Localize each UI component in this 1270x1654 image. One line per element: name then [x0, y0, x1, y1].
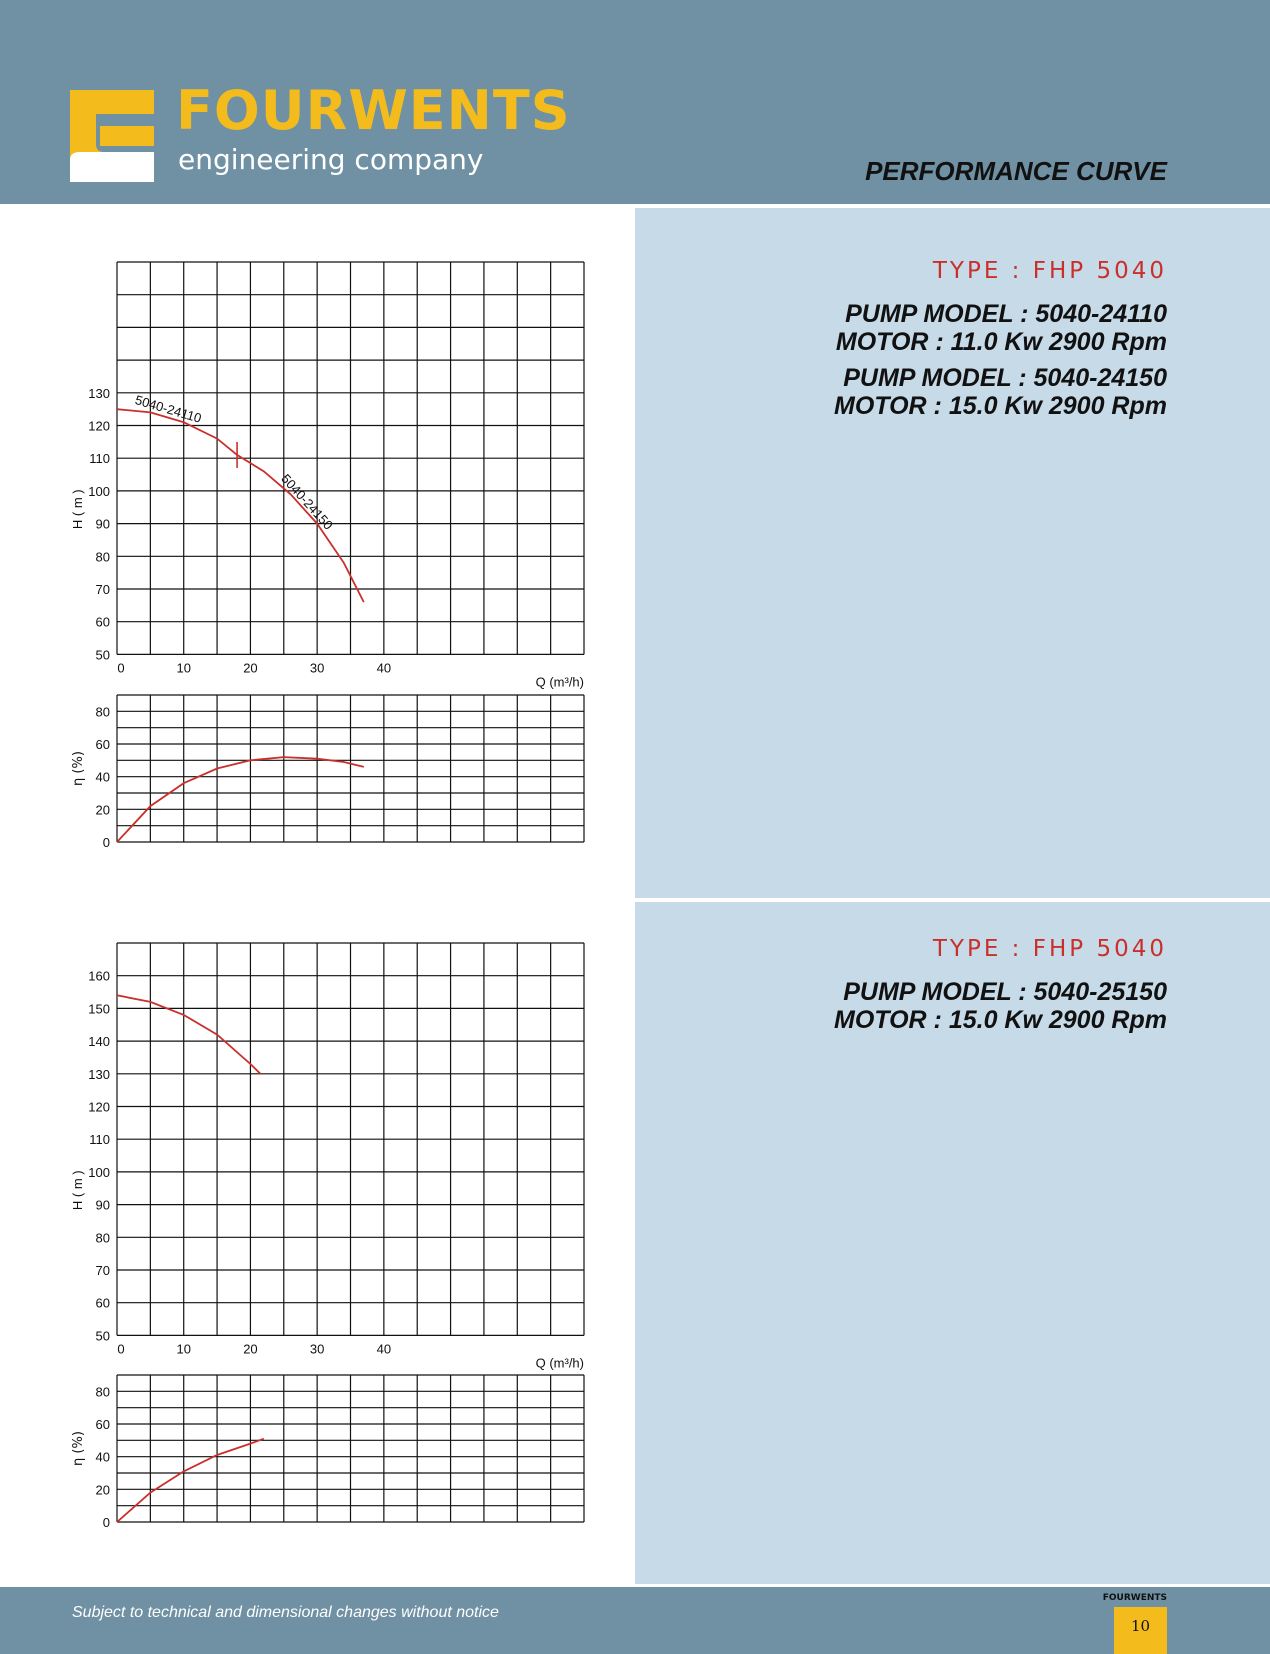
y-tick-label: 20 — [95, 1482, 110, 1498]
y-tick-label: 80 — [95, 704, 110, 720]
model-block-1 — [834, 978, 1167, 1034]
y-tick-label: 130 — [88, 385, 110, 401]
y-tick-label: 70 — [95, 582, 110, 597]
pump-model: PUMP MODEL : 5040-25150 — [843, 978, 1167, 1006]
x-tick-label: 30 — [309, 1341, 325, 1357]
brand-subtitle: engineering company — [178, 143, 484, 176]
y-tick-label: 160 — [88, 968, 110, 984]
y-tick-label: 110 — [89, 1132, 110, 1148]
info-panel-1 — [635, 208, 1270, 898]
x-tick-label: 20 — [243, 660, 258, 676]
y-tick-label: 40 — [95, 1449, 110, 1465]
y-tick-label: 80 — [95, 549, 110, 565]
y-tick-label: 100 — [88, 483, 110, 499]
head-curve — [237, 455, 364, 602]
performance-chart-1 — [0, 240, 620, 880]
y-tick-label: 60 — [95, 1295, 110, 1311]
footer-brand: FOURWENTS — [1102, 1593, 1167, 1603]
y-axis-label: η (%) — [71, 1431, 86, 1466]
head-curve — [117, 995, 260, 1074]
y-tick-label: 130 — [88, 1066, 110, 1082]
y-tick-label: 80 — [95, 1384, 110, 1400]
series-label: 5040-24150 — [278, 471, 337, 533]
x-tick-label: 10 — [176, 1341, 191, 1357]
header-banner — [0, 0, 1270, 204]
info-panel-2 — [635, 902, 1270, 1584]
y-tick-label: 60 — [95, 737, 110, 752]
y-tick-label: 20 — [95, 802, 110, 818]
series-label: 5040-24110 — [133, 392, 204, 426]
page-title: PERFORMANCE CURVE — [865, 156, 1167, 186]
y-tick-label: 60 — [95, 1417, 110, 1432]
y-tick-label: 90 — [95, 516, 110, 532]
pump-model: PUMP MODEL : 5040-24150 — [843, 364, 1167, 392]
x-axis-label: Q (m³/h) — [535, 1355, 584, 1371]
pump-model: PUMP MODEL : 5040-24110 — [845, 300, 1167, 328]
y-tick-label: 150 — [88, 1001, 110, 1017]
efficiency-curve — [117, 1439, 264, 1522]
model-block-1 — [836, 300, 1167, 356]
x-tick-label: 30 — [309, 660, 325, 676]
y-axis-label: H ( m ) — [70, 1170, 85, 1211]
x-tick-label: 0 — [117, 1341, 125, 1357]
y-tick-label: 50 — [95, 1328, 110, 1344]
y-tick-label: 120 — [88, 418, 110, 434]
y-tick-label: 60 — [95, 614, 110, 630]
y-tick-label: 80 — [95, 1230, 110, 1246]
x-tick-label: 10 — [176, 660, 191, 676]
x-tick-label: 20 — [243, 1341, 258, 1357]
y-tick-label: 50 — [95, 647, 110, 663]
type-label: TYPE : FHP 5040 — [932, 258, 1167, 284]
type-label: TYPE : FHP 5040 — [932, 936, 1167, 962]
efficiency-curve — [117, 757, 364, 842]
x-tick-label: 0 — [117, 660, 125, 676]
x-tick-label: 40 — [376, 1341, 392, 1357]
y-tick-label: 110 — [89, 451, 110, 467]
motor-spec: MOTOR : 15.0 Kw 2900 Rpm — [834, 1006, 1167, 1034]
x-axis-label: Q (m³/h) — [535, 674, 584, 690]
y-tick-label: 0 — [102, 1515, 110, 1530]
motor-spec: MOTOR : 15.0 Kw 2900 Rpm — [834, 392, 1167, 420]
model-block-2 — [834, 364, 1167, 420]
y-axis-label: η (%) — [71, 751, 86, 786]
y-tick-label: 90 — [95, 1197, 110, 1213]
y-tick-label: 70 — [95, 1263, 110, 1278]
y-tick-label: 0 — [102, 835, 110, 850]
x-tick-label: 40 — [376, 660, 392, 676]
y-tick-label: 120 — [88, 1099, 110, 1115]
footer-note: Subject to technical and dimensional changes without notice — [72, 1604, 499, 1621]
page-number: 10 — [1130, 1617, 1151, 1635]
y-tick-label: 40 — [95, 769, 110, 785]
page-number-badge — [1114, 1607, 1167, 1654]
motor-spec: MOTOR : 11.0 Kw 2900 Rpm — [835, 328, 1167, 356]
y-axis-label: H ( m ) — [70, 489, 85, 530]
company-logo-icon — [70, 90, 160, 182]
y-tick-label: 100 — [88, 1164, 110, 1180]
performance-chart-2 — [0, 921, 620, 1531]
y-tick-label: 140 — [88, 1034, 110, 1050]
brand-name: FOURWENTS — [176, 79, 571, 142]
